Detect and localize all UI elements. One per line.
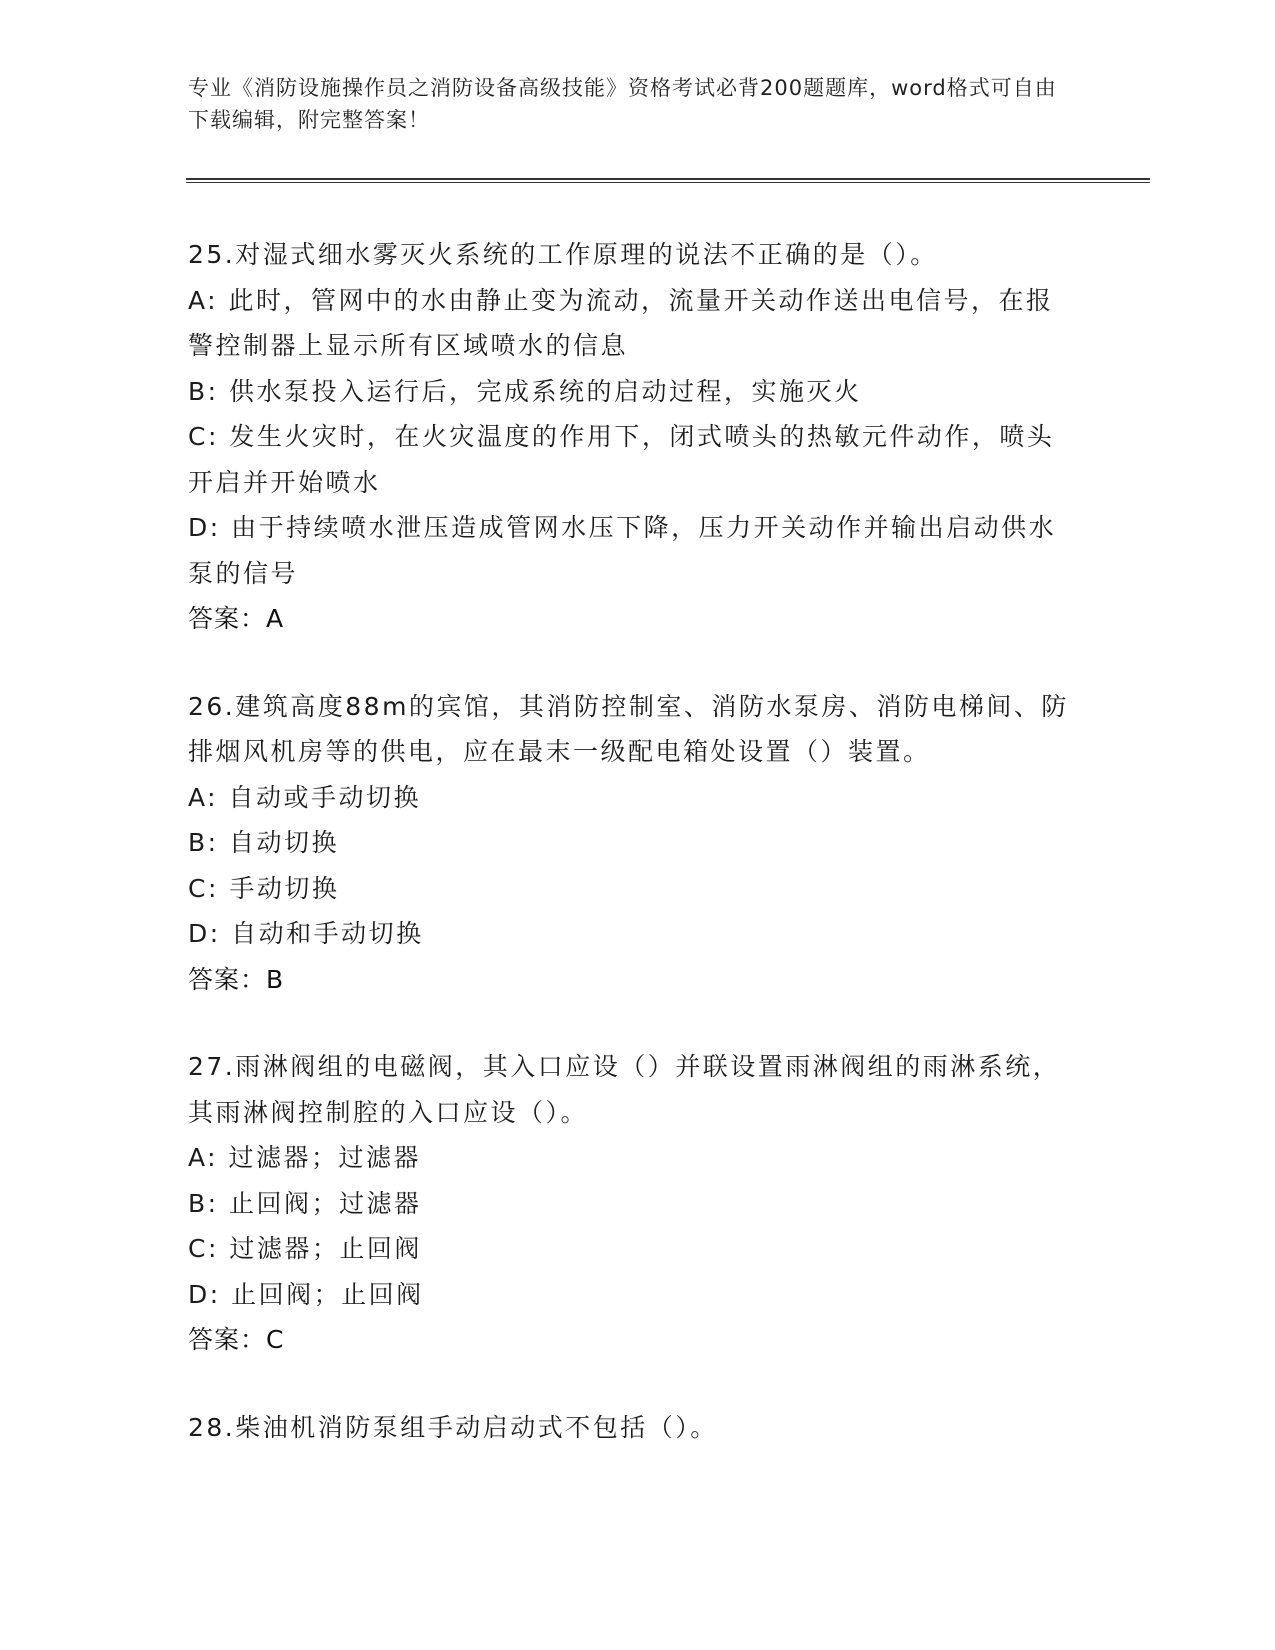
question-25 xyxy=(188,232,1078,642)
question-26 xyxy=(188,684,1078,1003)
option-d: D: 止回阀；止回阀 xyxy=(188,1279,424,1309)
option-a: A: 此时，管网中的水由静止变为流动，流量开关动作送出电信号，在报警控制器上显示所有区域喷水的信息 xyxy=(188,285,1054,360)
question-stem: 25.对湿式细水雾灭火系统的工作原理的说法不正确的是（）。 xyxy=(188,240,938,269)
option-c: C: 发生火灾时，在火灾温度的作用下，闭式喷头的热敏元件动作，喷头开启并开始喷水 xyxy=(188,422,1055,497)
question-stem: 28.柴油机消防泵组手动启动式不包括（）。 xyxy=(188,1412,718,1442)
document-header: 专业《消防设施操作员之消防设备高级技能》资格考试必背200题题库，word格式可自由下载编辑，附完整答案！ xyxy=(188,76,1057,132)
question-list xyxy=(188,232,1078,1492)
option-b: B: 供水泵投入运行后，完成系统的启动过程，实施灭火 xyxy=(188,376,862,406)
question-stem: 27.雨淋阀组的电磁阀，其入口应设（）并联设置雨淋阀组的雨淋系统，其雨淋阀控制腔的入口应设（）。 xyxy=(188,1052,1061,1127)
option-a: A: 过滤器；过滤器 xyxy=(188,1143,422,1172)
option-d: D: 自动和手动切换 xyxy=(188,919,424,948)
option-c: C: 手动切换 xyxy=(188,873,340,903)
answer: 答案：B xyxy=(188,964,285,994)
question-27 xyxy=(188,1044,1078,1363)
option-b: B: 止回阀；过滤器 xyxy=(188,1188,422,1218)
question-stem: 26.建筑高度88m的宾馆，其消防控制室、消防水泵房、消防电梯间、防排烟风机房等的供电，应在最末一级配电箱处设置（）装置。 xyxy=(188,691,1069,766)
header-divider xyxy=(186,178,1150,183)
option-d: D: 由于持续喷水泄压造成管网水压下降，压力开关动作并输出启动供水泵的信号 xyxy=(188,513,1057,588)
option-c: C: 过滤器；止回阀 xyxy=(188,1234,422,1263)
option-b: B: 自动切换 xyxy=(188,828,340,857)
option-a: A: 自动或手动切换 xyxy=(188,782,422,812)
question-28 xyxy=(188,1405,1078,1451)
answer: 答案：A xyxy=(188,604,285,633)
answer: 答案：C xyxy=(188,1325,285,1354)
